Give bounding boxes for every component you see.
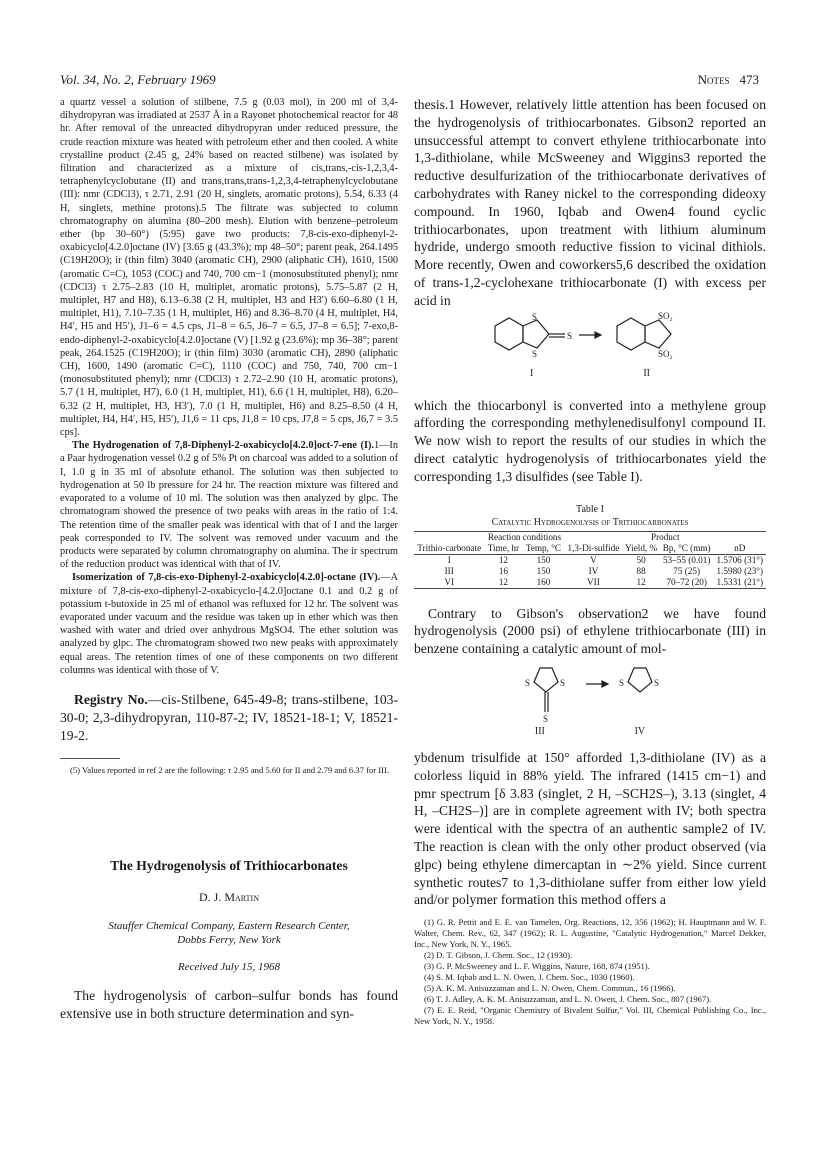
- table-cell: VI: [444, 576, 455, 587]
- table-header: Trithio-carbonate: [414, 543, 484, 555]
- table-group-product: Product: [650, 531, 680, 542]
- footnote-5: (5) Values reported in ref 2 are the following: τ 2.95 and 5.60 for II and 2.79 and 6.37 for III.: [70, 765, 390, 776]
- received-date: Received July 15, 1968: [177, 961, 280, 974]
- table-cell: 12: [636, 576, 646, 587]
- svg-text:SO₂: SO₂: [658, 310, 673, 321]
- table-cell: 150: [536, 554, 551, 565]
- hydrogenation-title: The Hydrogenation of 7,8-Diphenyl-2-oxabicyclo[4.2.0]oct-7-ene (I).: [72, 440, 374, 452]
- section-name: Notes: [697, 72, 730, 87]
- intro-paragraph: The hydrogenolysis of carbon–sulfur bonds has found extensive use in both structure determination and syn-: [60, 988, 398, 1022]
- structure-label-IV: IV: [634, 725, 646, 737]
- results-paragraph: ybdenum trisulfide at 150° afforded 1,3-dithiolane (IV) as a colorless liquid in 88% yield. The infrared (1415 cm−1) and pmr spectrum [δ 3.83 (singlet, 2 H, –SCH2S–), 3.13 (singlet, 4 H, –CH2S–)] are in complete agreement with IV; both spectra were identical with the spectra of an authentic sample2 of IV. The reaction is clean with the only other product observed (via glpc) being ethylene dimercaptan in ∼2% yield. Since current synthetic routes7 to 1,3-dithiolane suffer from either low yield and/or polymer formation this method offers a: [414, 749, 766, 908]
- experimental-paragraph: a quartz vessel a solution of stilbene, 7.5 g (0.03 mol), in 200 ml of 3,4-dihydropyran was irradiated at 2537 Å in a Rayonet photochemical reactor for 48 hr. After removal of the unreacted dihydropyran under reduced pressure, the crude reaction mixture was heated with petroleum ether and then cooled. A white crystalline product (2.45 g, 24% based on reacted stilbene) was isolated by filtration and characterized as a mixture of cis,trans,-cis-1,2,3,4-tetraphenylcyclobutane (II) and trans,trans,trans-1,2,3,4-tetraphenylcyclobutane (III): nmr (CDCl3), τ 2.71, 2.91 (20 H, singlets, aromatic protons), 5.54, 6.33 (4 H, singlets, methine protons).5 The filtrate was subjected to column chromatography on alumina (80–200 mesh). Elution with benzene–petroleum ether (bp 30–60°) (5:95) gave two products: 7,8-cis-exo-diphenyl-2-oxabicyclo[4.2.0]octane (IV) [3.65 g (43.3%); mp 48–50°; parent peak, 264.1495 (C19H20O); ir (thin film) 3040 (aromatic CH), 2900 (aliphatic CH), 1610, 1500 (aromatic C=C), 1053 (COC) and 740, 700 cm−1 (monosubstituted phenyl); nmr (CDCl3) τ 2.75–2.83 (10 H, multiplet, aromatic protons), 5.75–5.87 (2 H, multiplet, H7 and H8), 6.13–6.38 (2 H, multiplet, H3 and H3′) 6.60–6.80 (1 H, multiplet, H1), 7.10–7.35 (1 H, multiplet, H6) and 8.36–8.70 (4 H, multiplet, H4, H4′, H5 and H5′), J1–6 = 4.5 cps, J1–8 = 6.5, J6–7 = 6.5, J7–8 = 6.5]; 7-exo,8-endo-diphenyl-2-oxabicyclo[4.2.0]octane (V) [1.92 g (23.6%); mp 36–38°; parent peak, 264.1525 (C19H20O); ir (thin film) 3030 (aromatic CH), 2890 (aliphatic CH), 1600, 1490 (aromatic C=C), 1110 (COC) and 750, 740, 700 cm−1 (monosubstituted phenyl); nmr (CDCl3) τ 2.72–2.90 (10 H, aromatic protons), 5.7 (1 H, multiplet, H7), 6.0 (1 H, multiplet, H1), 6.6 (1 H, multiplet, H8), 6.20–6.32 (2 H, multiplet, H3, H3′), 7.0 (1 H, multiplet, H6) and 8.25–8.50 (4 H, multiplet, H4, H4′, H5, H5′), J1,6 = 11 cps, J1,8 = 10 cps, J7,8 = 5 cps, J6,7 = 3.5 cps].: [60, 97, 398, 439]
- registry-text: —cis-Stilbene, 645-49-8; trans-stilbene, 103-30-0; 2,3-dihydropyran, 110-87-2; IV, 18521-18-1; V, 18521-19-2.: [60, 691, 398, 743]
- table-cell: I: [447, 554, 451, 565]
- registry-block: [60, 691, 398, 744]
- table-cell: VII: [587, 576, 600, 587]
- isomerization-paragraph: [60, 571, 398, 677]
- methylene-paragraph: which the thiocarbonyl is converted into a methylene group affording the corresponding methylenedisulfonyl compound II. We now wish to report the results of our studies in which the direct catalytic hydrogenolysis of trithiocarbonates yield the corresponding 1,3 disulfides (see Table I).: [414, 397, 766, 484]
- footnotes: [414, 917, 766, 1027]
- table-header: Time, hr: [484, 543, 522, 555]
- structure-label-II: II: [643, 367, 650, 379]
- intro-continued-paragraph: thesis.1 However, relatively little attention has been focused on the hydrogenolysis of trithiocarbonates. Gibson2 reported an unsuccessful attempt to convert ethylene trithiocarbonate into 1,3-dithiolane, while McSweeney and Wiggins3 reported the reductive desulfurization of the trithiocarbonate derivatives of carbohydrates with Raney nickel to the corresponding dideoxy compound. In 1960, Iqbab and Owen4 found cyclic trithiocarbonates, upon treatment with lithium aluminum hydride, undergo smooth reductive fission to vicinal dithiols. More recently, Owen and coworkers5,6 described the oxidation of trans-1,2-cyclohexane trithiocarbonate (I) with excess per acid in: [414, 97, 766, 308]
- article-heading: [60, 858, 398, 973]
- table-row: [414, 566, 766, 577]
- footnote-6: (6) T. J. Adley, A. K. M. Anisuzzaman, and L. N. Owen, J. Chem. Soc., 807 (1967).: [424, 994, 712, 1005]
- right-column: [414, 96, 766, 1027]
- footnote-4: (4) S. M. Iqbab and L. N. Owen, J. Chem. Soc., 1030 (1960).: [424, 972, 635, 983]
- svg-text:S: S: [532, 311, 538, 322]
- svg-text:S: S: [525, 677, 531, 688]
- structure-label-III: III: [534, 725, 545, 737]
- table-header: Bp, °C (mm): [660, 543, 714, 555]
- table-cell: 1.5980 (23°): [716, 565, 764, 576]
- table-header: Temp, °C: [522, 543, 564, 555]
- table-cell: 70–72 (20): [666, 576, 707, 587]
- table-row: [414, 554, 766, 566]
- isomerization-text: —A mixture of 7,8-cis-exo-diphenyl-2-oxabicyclo-[4.2.0]octane 0.1 and 0.2 g of potassium t-butoxide in 25 ml of ethanol was refluxed for 12 hr. The solvent was evaporated under vacuum and the residue was taken up in ether which was then washed with water and dried over anhydrous MgSO4. The ether solution was analyzed by glpc. The chromatogram showed two new peaks with approximately equal areas. The retention times of one of these components on two different columns was identical with those of V.: [60, 572, 398, 676]
- article-title: The Hydrogenolysis of Trithiocarbonates: [110, 858, 348, 874]
- author-name: D. J. Martin: [199, 890, 259, 905]
- affiliation-line-2: Dobbs Ferry, New York: [177, 934, 281, 947]
- table-cell: 75 (25): [673, 565, 701, 576]
- page-number: 473: [739, 72, 759, 87]
- table-cell: 16: [498, 565, 509, 576]
- table-cell: 1.5706 (31°): [716, 554, 764, 565]
- left-column: [60, 96, 398, 1023]
- svg-text:S: S: [567, 330, 573, 341]
- svg-text:SO₂: SO₂: [658, 348, 673, 359]
- table-cell: 1.5331 (21°): [716, 576, 764, 587]
- running-header-left: Vol. 34, No. 2, February 1969: [60, 72, 216, 87]
- table-caption: Catalytic Hydrogenolysis of Trithiocarbonates: [491, 516, 689, 528]
- gibson-paragraph: Contrary to Gibson's observation2 we have found hydrogenolysis (2000 psi) of ethylene trithiocarbonate (III) in benzene containing a catalytic amount of mol-: [414, 605, 766, 657]
- table-cell: III: [444, 565, 454, 576]
- structure-scheme-2: [490, 658, 690, 726]
- svg-text:S: S: [619, 677, 625, 688]
- table-header: Yield, %: [622, 543, 659, 555]
- footnote-rule: [60, 758, 120, 759]
- table-cell: 88: [636, 565, 646, 576]
- registry-paragraph: [60, 691, 398, 744]
- affiliation-line-1: Stauffer Chemical Company, Eastern Research Center,: [108, 920, 350, 933]
- table-cell: 12: [498, 576, 509, 587]
- isomerization-title: Isomerization of 7,8-cis-exo-Diphenyl-2-oxabicyclo[4.2.0]-octane (IV).: [72, 572, 381, 584]
- table-cell: 12: [498, 554, 509, 565]
- table-cell: 53–55 (0.01): [662, 554, 711, 565]
- footnote-5b: (5) A. K. M. Anisuzzaman and L. N. Owen, Chem. Commun., 16 (1966).: [424, 983, 676, 994]
- hydrogenation-paragraph: [60, 439, 398, 571]
- table-header: 1,3-Di-sulfide: [565, 543, 623, 555]
- table-1: [414, 504, 766, 589]
- table-header: nD: [714, 543, 766, 555]
- table-cell: V: [590, 554, 597, 565]
- svg-text:S: S: [543, 713, 549, 724]
- table-cell: 150: [536, 565, 551, 576]
- structure-label-I: I: [529, 367, 534, 379]
- hydrogenation-text: 1—In a Paar hydrogenation vessel 0.2 g of 5% Pt on charcoal was added to a solution of I, 1.0 g in 35 ml of absolute ethanol. The solution was then subjected to hydrogenation at 50 lb pressure for 24 hr. The reaction mixture was filtered and evaporated to a volume of 10 ml. The solution was then analyzed by glpc. The chromatogram showed the presence of two peaks with areas in the ratio of 1:4. The retention time of the smaller peak was identical with that of I and the larger peak corresponded to IV. The solvent was removed under vacuum and the products were separated by column chromatography on alumina. The ir spectrum of the reduction product was identical with that of IV.: [60, 440, 398, 571]
- svg-text:S: S: [532, 348, 538, 359]
- footnote-1: (1) G. R. Pettit and E. E. van Tamelen, Org. Reactions, 12, 356 (1962); H. Hauptmann and W. F. Walter, Chem. Rev., 62, 347 (1962); R. L. Augustine, "Catalytic Hydrogenation," Marcel Dekker, Inc., New York, N. Y., 1965.: [414, 917, 766, 950]
- registry-label: Registry No.: [74, 691, 148, 707]
- table-title: Table I: [576, 503, 604, 515]
- svg-text:S: S: [654, 677, 660, 688]
- experimental-section: [60, 96, 398, 677]
- running-header-right: [698, 72, 759, 88]
- footnote-3: (3) G. P. McSweeney and L. F. Wiggins, Nature, 168, 874 (1951).: [424, 961, 650, 972]
- footnote-2: (2) D. T. Gibson, J. Chem. Soc., 12 (1930).: [424, 950, 573, 961]
- svg-text:S: S: [560, 677, 566, 688]
- table-cell: IV: [588, 565, 599, 576]
- structure-scheme-1: [475, 310, 705, 368]
- table-group-conditions: Reaction conditions: [487, 531, 562, 542]
- table-cell: 160: [536, 576, 551, 587]
- table-cell: 50: [636, 554, 646, 565]
- footnote-7: (7) E. E. Reid, "Organic Chemistry of Bivalent Sulfur," Vol. III, Chemical Publishing Co., Inc., New York, N. Y., 1958.: [414, 1005, 766, 1027]
- table-row: [414, 577, 766, 589]
